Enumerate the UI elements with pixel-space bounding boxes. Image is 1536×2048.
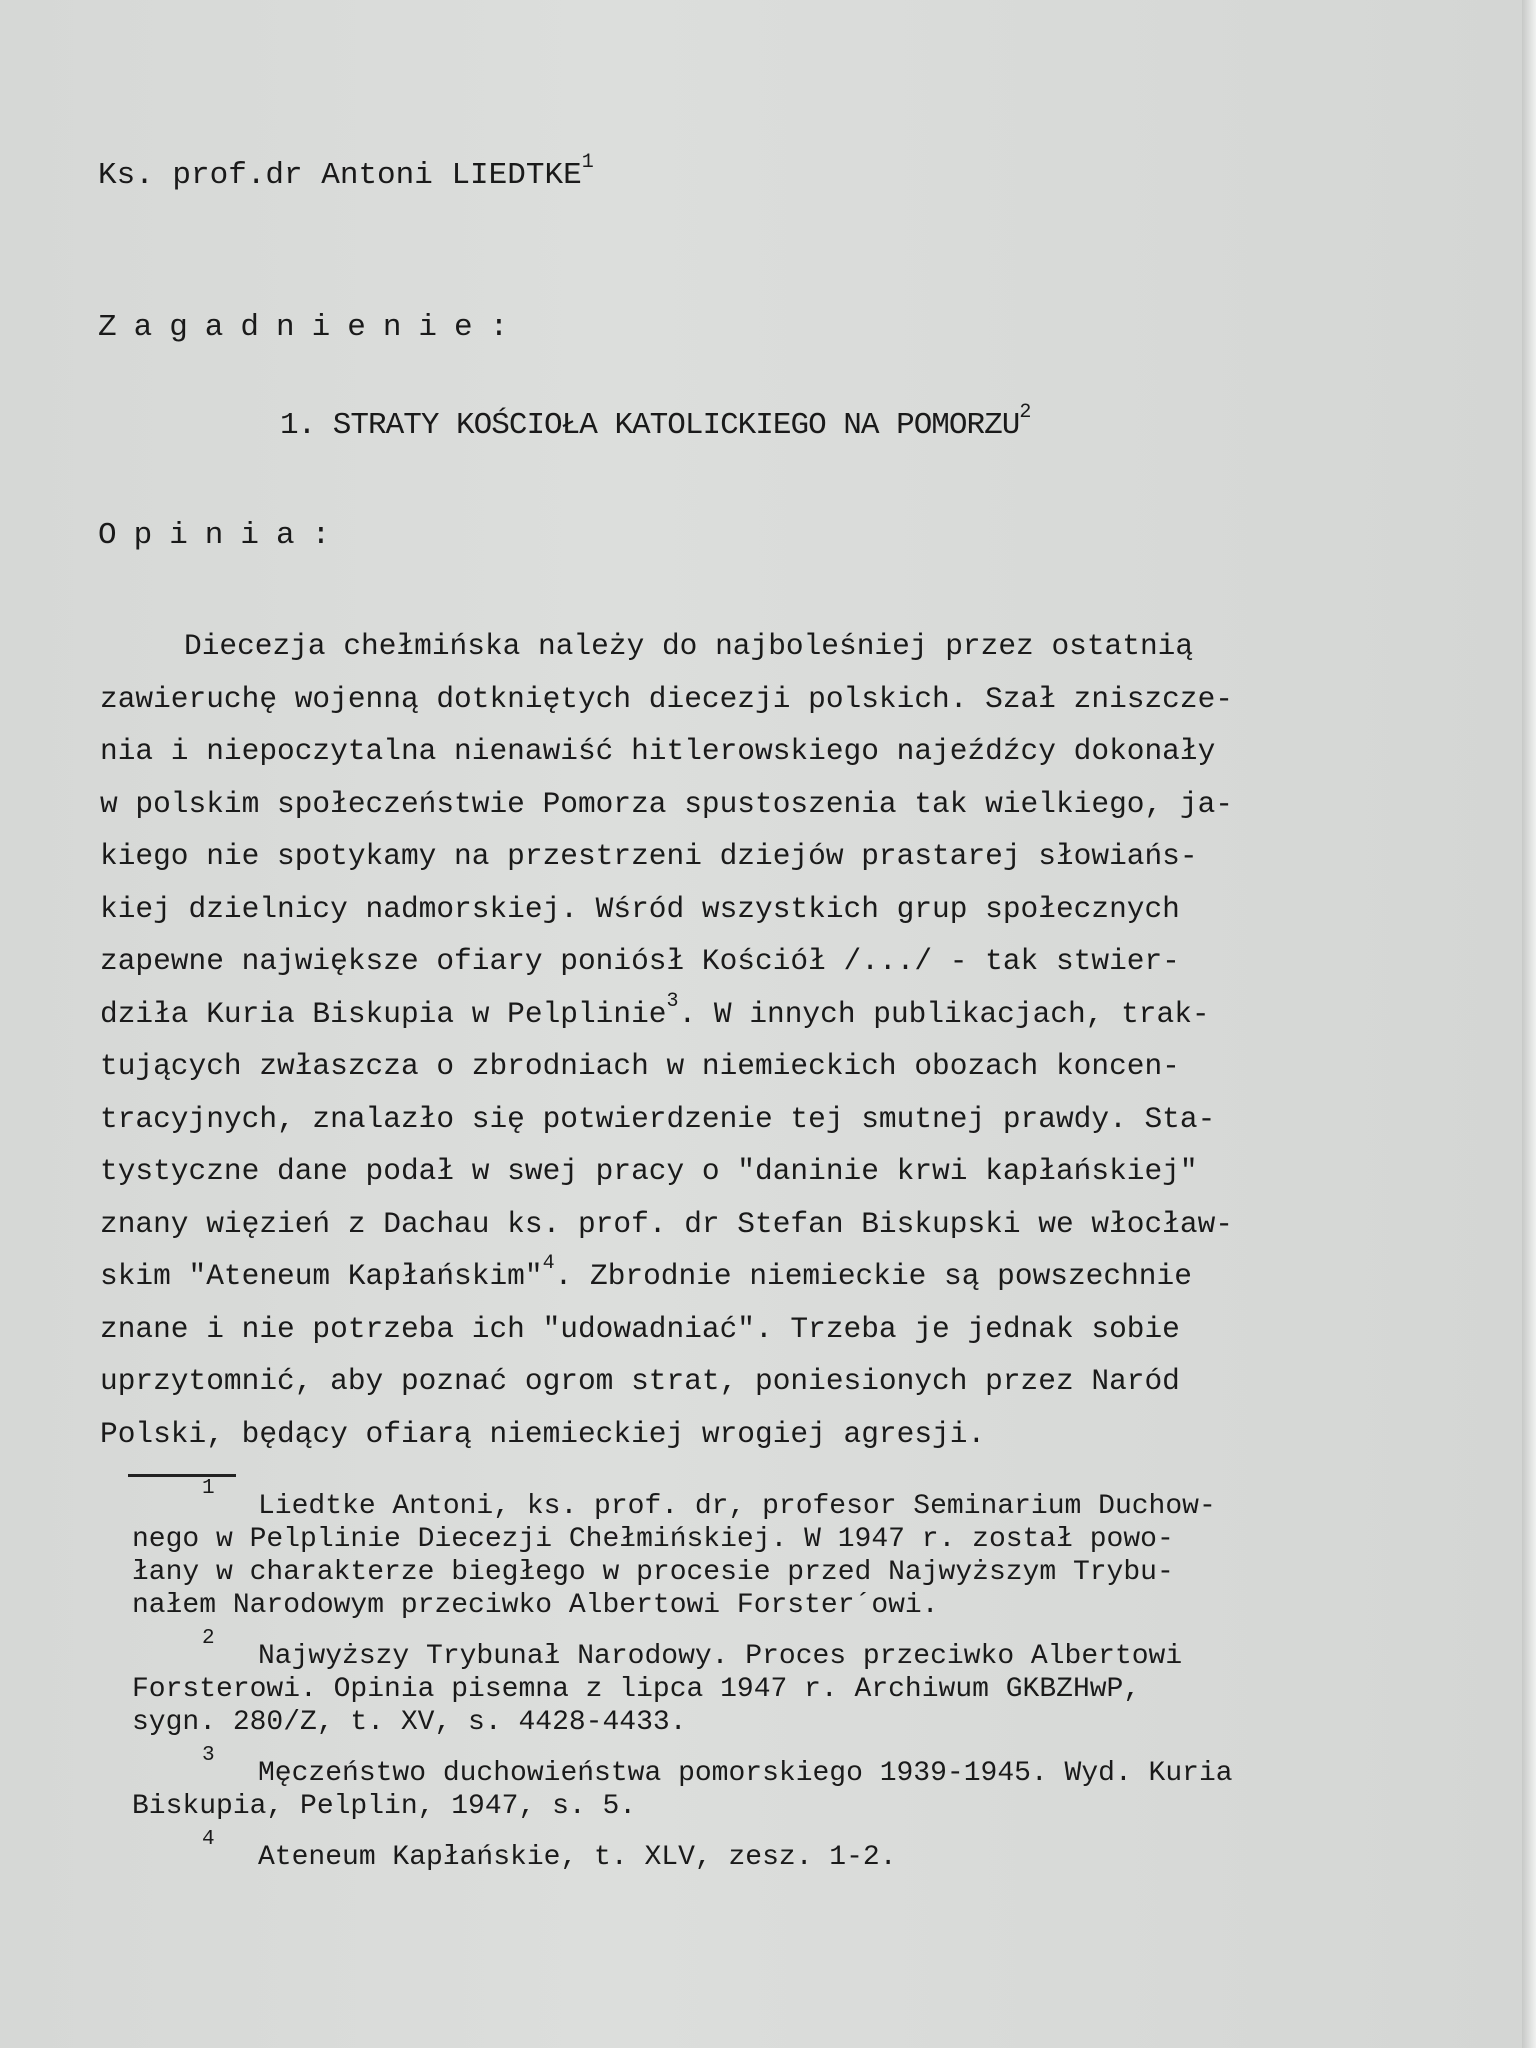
section-label-zagadnienie: Zagadnienie:: [98, 310, 526, 345]
body-line: tujących zwłaszcza o zbrodniach w niemieckich obozach koncen-: [100, 1049, 1180, 1083]
footnote-1: [132, 1477, 1432, 1622]
footnote-4: [132, 1828, 1432, 1874]
footnote-text: Liedtke Antoni, ks. prof. dr, profesor Seminarium Duchow-: [258, 1491, 1216, 1522]
body-line: znany więzień z Dachau ks. prof. dr Stefan Biskupski we włocław-: [100, 1206, 1233, 1241]
page-edge: [1522, 0, 1536, 2048]
footnote-number: 4: [202, 1828, 215, 1851]
footnote-line: [132, 1828, 1432, 1874]
footnote-number: 2: [202, 1627, 215, 1650]
body-text: . Zbrodnie niemieckie są powszechnie: [554, 1259, 1192, 1293]
footnotes: [132, 1477, 1432, 1892]
footnote-text: Najwyższy Trybunał Narodowy. Proces przeciwko Albertowi: [258, 1641, 1183, 1672]
body-line: zapewne największe ofiary poniósł Kościół /.../ - tak stwier-: [100, 944, 1180, 978]
heading-text: 1. STRATY KOŚCIOŁA KATOLICKIEGO NA POMORZU: [280, 408, 1020, 443]
footnote-separator: [128, 1474, 236, 1477]
footnote-mark: 2: [1019, 401, 1031, 424]
footnote-line: [132, 1477, 1432, 1523]
footnote-line: nałem Narodowym przeciwko Albertowi Forster´owi.: [132, 1590, 939, 1621]
footnote-text: Męczeństwo duchowieństwa pomorskiego 1939-1945. Wyd. Kuria: [258, 1758, 1233, 1789]
author-line: [98, 151, 594, 193]
footnote-mark: 4: [542, 1252, 555, 1275]
footnote-mark: 3: [666, 989, 679, 1013]
footnote-line: [132, 1627, 1432, 1673]
footnote-line: Biskupia, Pelplin, 1947, s. 5.: [132, 1791, 637, 1822]
footnote-mark: 1: [581, 151, 594, 174]
footnote-line: łany w charakterze biegłego w procesie przed Najwyższym Trybu-: [132, 1557, 1174, 1588]
footnote-text: Ateneum Kapłańskie, t. XLV, zesz. 1-2.: [258, 1842, 897, 1873]
body-line: Polski, będący ofiarą niemieckiej wrogiej agresji.: [100, 1416, 986, 1451]
footnote-line: [132, 1744, 1432, 1790]
footnote-number: 1: [202, 1477, 215, 1500]
section-label-opinia: Opinia:: [98, 518, 348, 553]
body-line: [100, 988, 1440, 1041]
footnote-line: nego w Pelplinie Diecezji Chełmińskiej. W 1947 r. został powo-: [132, 1524, 1174, 1555]
footnote-2: [132, 1627, 1432, 1739]
body-line: uprzytomnić, aby poznać ogrom strat, poniesionych przez Naród: [100, 1364, 1180, 1398]
body-line: nia i niepoczytalna nienawiść hitlerowskiego najeźdźcy dokonały: [100, 734, 1216, 768]
body-text: dziła Kuria Biskupia w Pelplinie: [100, 996, 667, 1031]
footnote-number: 3: [202, 1744, 215, 1767]
body-line: w polskim społeczeństwie Pomorza spustoszenia tak wielkiego, ja-: [100, 786, 1233, 821]
section-heading: [280, 401, 1031, 443]
body-line: kiej dzielnicy nadmorskiej. Wśród wszystkich grup społecznych: [100, 891, 1180, 926]
body-text: . W innych publikacjach, trak-: [678, 996, 1210, 1031]
body-line: znane i nie potrzeba ich "udowadniać". Trzeba je jednak sobie: [100, 1311, 1180, 1346]
body-line: zawieruchę wojenną dotkniętych diecezji polskich. Szał zniszcze-: [100, 681, 1233, 716]
body-line: tracyjnych, znalazło się potwierdzenie tej smutnej prawdy. Sta-: [100, 1101, 1216, 1136]
opinion-body: [100, 620, 1440, 1460]
body-line: kiego nie spotykamy na przestrzeni dziejów prastarej słowiańs-: [100, 839, 1198, 873]
author-name: Ks. prof.dr Antoni LIEDTKE: [98, 158, 582, 193]
footnote-line: sygn. 280/Z, t. XV, s. 4428-4433.: [132, 1707, 687, 1738]
body-line: Diecezja chełmińska należy do najboleśniej przez ostatnią: [184, 629, 1194, 663]
body-text: skim "Ateneum Kapłańskim": [100, 1259, 543, 1293]
footnote-3: [132, 1744, 1432, 1823]
body-line: [100, 1250, 1440, 1303]
body-line: tystyczne dane podał w swej pracy o "daninie krwi kapłańskiej": [100, 1154, 1198, 1188]
footnote-line: Forsterowi. Opinia pisemna z lipca 1947 r. Archiwum GKBZHwP,: [132, 1674, 1141, 1705]
